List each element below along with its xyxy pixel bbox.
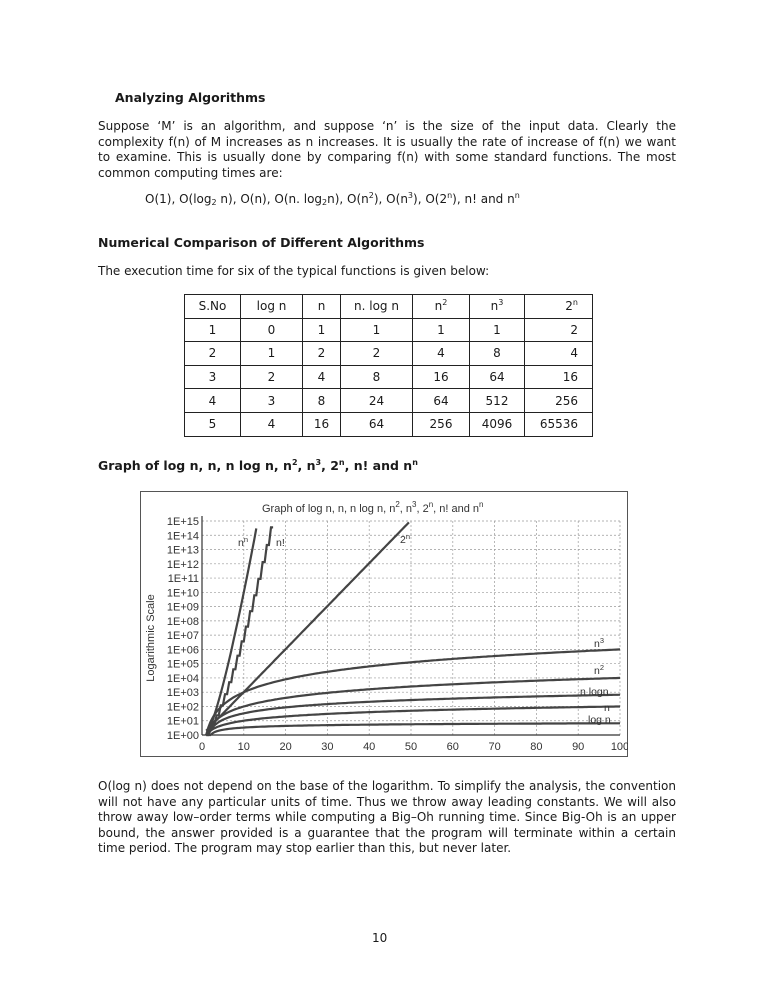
- table-cell: 256: [413, 412, 470, 436]
- growth-chart: [140, 491, 628, 757]
- y-tick-label: 1E+14: [166, 530, 199, 543]
- y-tick-label: 1E+06: [166, 644, 199, 657]
- growth-chart-svg: [140, 491, 628, 757]
- y-tick-label: 1E+13: [166, 544, 199, 557]
- x-tick-label: 0: [198, 741, 206, 753]
- page-number: 10: [372, 931, 388, 945]
- x-tick-label: 90: [572, 741, 585, 753]
- table-cell: 4: [303, 365, 341, 389]
- x-tick-label: 80: [530, 741, 543, 753]
- table-row: [185, 412, 593, 436]
- closing-paragraph: O(log n) does not depend on the base of the logarithm. To simplify the analysis, the convention will not have any particular units of time. Thus we throw away leading constants. We will also throw away low–order terms while computing a Big–Oh running time. Since Big-Oh is an upper bound, the answer provided is a guarantee that the program will terminate within a certain time period. The program may stop earlier than this, but never later.: [98, 779, 676, 855]
- table-cell: 8: [470, 342, 525, 366]
- table-header-cell: $n^2$: [413, 295, 470, 319]
- table-cell: 2: [241, 365, 303, 389]
- table-header-cell: n. log n: [341, 295, 413, 319]
- y-tick-label: 1E+02: [166, 701, 199, 714]
- comparison-table: [184, 294, 593, 437]
- y-tick-label: 1E+12: [166, 558, 199, 571]
- y-tick-label: 1E+07: [166, 630, 199, 643]
- y-tick-label: 1E+04: [166, 672, 199, 685]
- x-tick-label: 40: [363, 741, 376, 753]
- x-tick-label: 10: [237, 741, 250, 753]
- table-cell: 4: [413, 342, 470, 366]
- table-cell: 4: [185, 389, 241, 413]
- series-label: n logn: [580, 686, 609, 698]
- table-cell: 2: [185, 342, 241, 366]
- table-cell: 2: [341, 342, 413, 366]
- y-tick-label: 1E+15: [166, 516, 199, 528]
- table-cell: 256: [525, 389, 593, 413]
- table-cell: 1: [470, 318, 525, 342]
- series-label: n!: [276, 537, 285, 549]
- series-label: log n: [588, 714, 611, 726]
- series-label: n: [604, 702, 610, 714]
- y-tick-label: 1E+10: [166, 587, 199, 600]
- x-tick-label: 60: [446, 741, 459, 753]
- table-cell: 64: [470, 365, 525, 389]
- table-header-cell: 2$^n$: [525, 295, 593, 319]
- table-cell: 24: [341, 389, 413, 413]
- table-header-row: [185, 295, 593, 319]
- table-row: [185, 365, 593, 389]
- table-cell: 16: [525, 365, 593, 389]
- heading-numerical-comparison: Numerical Comparison of Different Algorithms: [98, 235, 425, 250]
- table-cell: 0: [241, 318, 303, 342]
- x-tick-label: 30: [321, 741, 334, 753]
- table-cell: 4096: [470, 412, 525, 436]
- table-cell: 1: [413, 318, 470, 342]
- graph-heading: Graph of log n, n, n log n, $n^2$, $n^3$, 2$^n$, n! and $n^n$: [98, 458, 418, 473]
- series-label: $n^3$: [594, 636, 605, 650]
- y-tick-label: 1E+09: [166, 601, 199, 614]
- table-header-cell: log n: [241, 295, 303, 319]
- series-label: 2$^n$: [400, 532, 411, 546]
- table-cell: 4: [241, 412, 303, 436]
- table-cell: 64: [341, 412, 413, 436]
- table-header-cell: n: [303, 295, 341, 319]
- table-intro: The execution time for six of the typical functions is given below:: [98, 264, 490, 278]
- table-cell: 5: [185, 412, 241, 436]
- intro-paragraph: Suppose ‘M’ is an algorithm, and suppose ‘n’ is the size of the input data. Clearly the complexity f(n) of M increases as n increases. It is usually the rate of increase of f(n) we want to examine. This is usually done by comparing f(n) with some standard functions. The most common computing times are:: [98, 119, 676, 180]
- table-cell: 1: [303, 318, 341, 342]
- y-axis-label: Logarithmic Scale: [145, 594, 157, 682]
- chart-title: Graph of log n, n, n log n, $n^2$, $n^3$, 2$^n$, n! and $n^n$: [262, 500, 484, 515]
- table-cell: 64: [413, 389, 470, 413]
- y-tick-label: 1E+03: [166, 687, 199, 700]
- y-tick-label: 1E+01: [166, 715, 199, 728]
- y-tick-label: 1E+05: [166, 658, 199, 671]
- table-header-cell: $n^3$: [470, 295, 525, 319]
- series-label: $n^n$: [238, 535, 249, 549]
- table-cell: 8: [303, 389, 341, 413]
- x-tick-label: 70: [488, 741, 501, 753]
- table-cell: 1: [241, 342, 303, 366]
- table-cell: 16: [303, 412, 341, 436]
- table-cell: 2: [303, 342, 341, 366]
- x-tick-label: 50: [404, 741, 418, 753]
- x-tick-label: 100: [610, 741, 628, 753]
- y-tick-label: 1E+08: [166, 615, 199, 628]
- table-cell: 1: [341, 318, 413, 342]
- table-cell: 65536: [525, 412, 593, 436]
- table-cell: 1: [185, 318, 241, 342]
- table-cell: 2: [525, 318, 593, 342]
- table-cell: 4: [525, 342, 593, 366]
- table-cell: 3: [185, 365, 241, 389]
- y-tick-label: 1E+11: [167, 573, 199, 586]
- table-cell: 512: [470, 389, 525, 413]
- table-cell: 8: [341, 365, 413, 389]
- table-cell: 16: [413, 365, 470, 389]
- heading-analyzing-algorithms: Analyzing Algorithms: [115, 90, 266, 105]
- table-cell: 3: [241, 389, 303, 413]
- table-row: [185, 318, 593, 342]
- y-tick-label: 1E+00: [166, 730, 199, 742]
- table-header-cell: S.No: [185, 295, 241, 319]
- series-label: $n^2$: [594, 663, 605, 677]
- table-row: [185, 342, 593, 366]
- complexity-list: O(1), $O(\log_2$ n), O(n), O(n. $\log_2n$), $O(n^2)$, $O(n^3)$, O(2$^n$), n! and $n^n$: [145, 191, 520, 207]
- table-row: [185, 389, 593, 413]
- x-tick-label: 20: [279, 741, 292, 753]
